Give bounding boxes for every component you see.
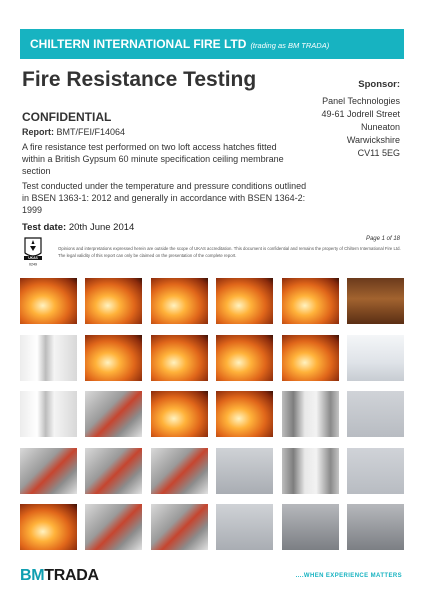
tagline: ....WHEN EXPERIENCE MATTERS <box>295 573 402 579</box>
photo-tile-fire <box>151 278 208 324</box>
photo-tile-floor <box>282 504 339 550</box>
photo-tile-equipment <box>85 391 142 437</box>
report-label: Report: <box>22 127 54 137</box>
document-title: Fire Resistance Testing <box>22 68 257 91</box>
page-number: Page 1 of 18 <box>365 236 400 242</box>
photo-tile-fire <box>216 391 273 437</box>
photo-tile-equipment <box>85 448 142 494</box>
brand-bm: BM <box>20 567 45 584</box>
photo-tile-equipment <box>20 448 77 494</box>
photo-tile-door <box>282 448 339 494</box>
photo-tile-ceiling <box>347 335 404 381</box>
sponsor-line: Warwickshire <box>346 135 400 145</box>
sponsor-heading: Sponsor: <box>358 79 400 90</box>
sponsor-line: 49-61 Jodrell Street <box>321 109 400 119</box>
disclaimer: Opinions and interpretations expressed herein are outside the scope of UKAS accreditation. This document is confidential and remains the property of Chiltern International Fire Ltd. The legal validity of this report can only be claimed on the presentation of the complete report. <box>58 246 401 258</box>
photo-tile-floor <box>347 504 404 550</box>
photo-tile-window <box>20 391 77 437</box>
trading-as: (trading as BM TRADA) <box>250 41 330 50</box>
sponsor-line: Panel Technologies <box>322 96 400 106</box>
photo-tile-wood <box>347 278 404 324</box>
photo-tile-panel <box>216 504 273 550</box>
photo-tile-fire <box>216 278 273 324</box>
confidential-label: CONFIDENTIAL <box>22 110 112 124</box>
photo-tile-fire <box>20 278 77 324</box>
photo-tile-fire <box>282 335 339 381</box>
photo-tile-equipment <box>151 448 208 494</box>
sponsor-line: CV11 5EG <box>357 148 400 158</box>
bm-trada-logo <box>20 567 99 585</box>
test-date <box>22 222 134 233</box>
svg-text:UKAS: UKAS <box>28 256 38 261</box>
sponsor-address <box>321 95 400 160</box>
photo-tile-window <box>20 335 77 381</box>
report-value: BMT/FEI/F14064 <box>56 127 126 137</box>
photo-tile-equipment <box>151 504 208 550</box>
test-date-value: 20th June 2014 <box>68 222 135 233</box>
svg-text:0249: 0249 <box>29 262 37 267</box>
photo-tile-wall <box>347 448 404 494</box>
photo-tile-door <box>282 391 339 437</box>
report-number <box>22 127 125 137</box>
photo-tile-equipment <box>85 504 142 550</box>
test-date-label: Test date: <box>22 222 67 233</box>
photo-tile-fire <box>216 335 273 381</box>
photo-tile-fire <box>20 504 77 550</box>
photo-tile-fire <box>85 278 142 324</box>
company-name: CHILTERN INTERNATIONAL FIRE LTD <box>30 37 247 51</box>
photo-tile-fire <box>151 335 208 381</box>
test-description: A fire resistance test performed on two loft access hatches fitted within a British Gypsum 60 minute specification ceiling membrane section <box>22 142 284 176</box>
photo-tile-panel <box>216 448 273 494</box>
photo-tile-fire <box>85 335 142 381</box>
test-standards: Test conducted under the temperature and pressure conditions outlined in BSEN 1363-1: 2012 and generally in accordance with BSEN 1364-2: 1999 <box>22 181 307 215</box>
photo-tile-fire <box>282 278 339 324</box>
photo-tile-wall <box>347 391 404 437</box>
brand-trada: TRADA <box>44 567 99 584</box>
sponsor-line: Nuneaton <box>360 122 400 132</box>
ukas-logo <box>22 237 44 267</box>
photo-tile-fire <box>151 391 208 437</box>
photo-collage <box>20 278 404 550</box>
header-banner <box>20 29 404 59</box>
